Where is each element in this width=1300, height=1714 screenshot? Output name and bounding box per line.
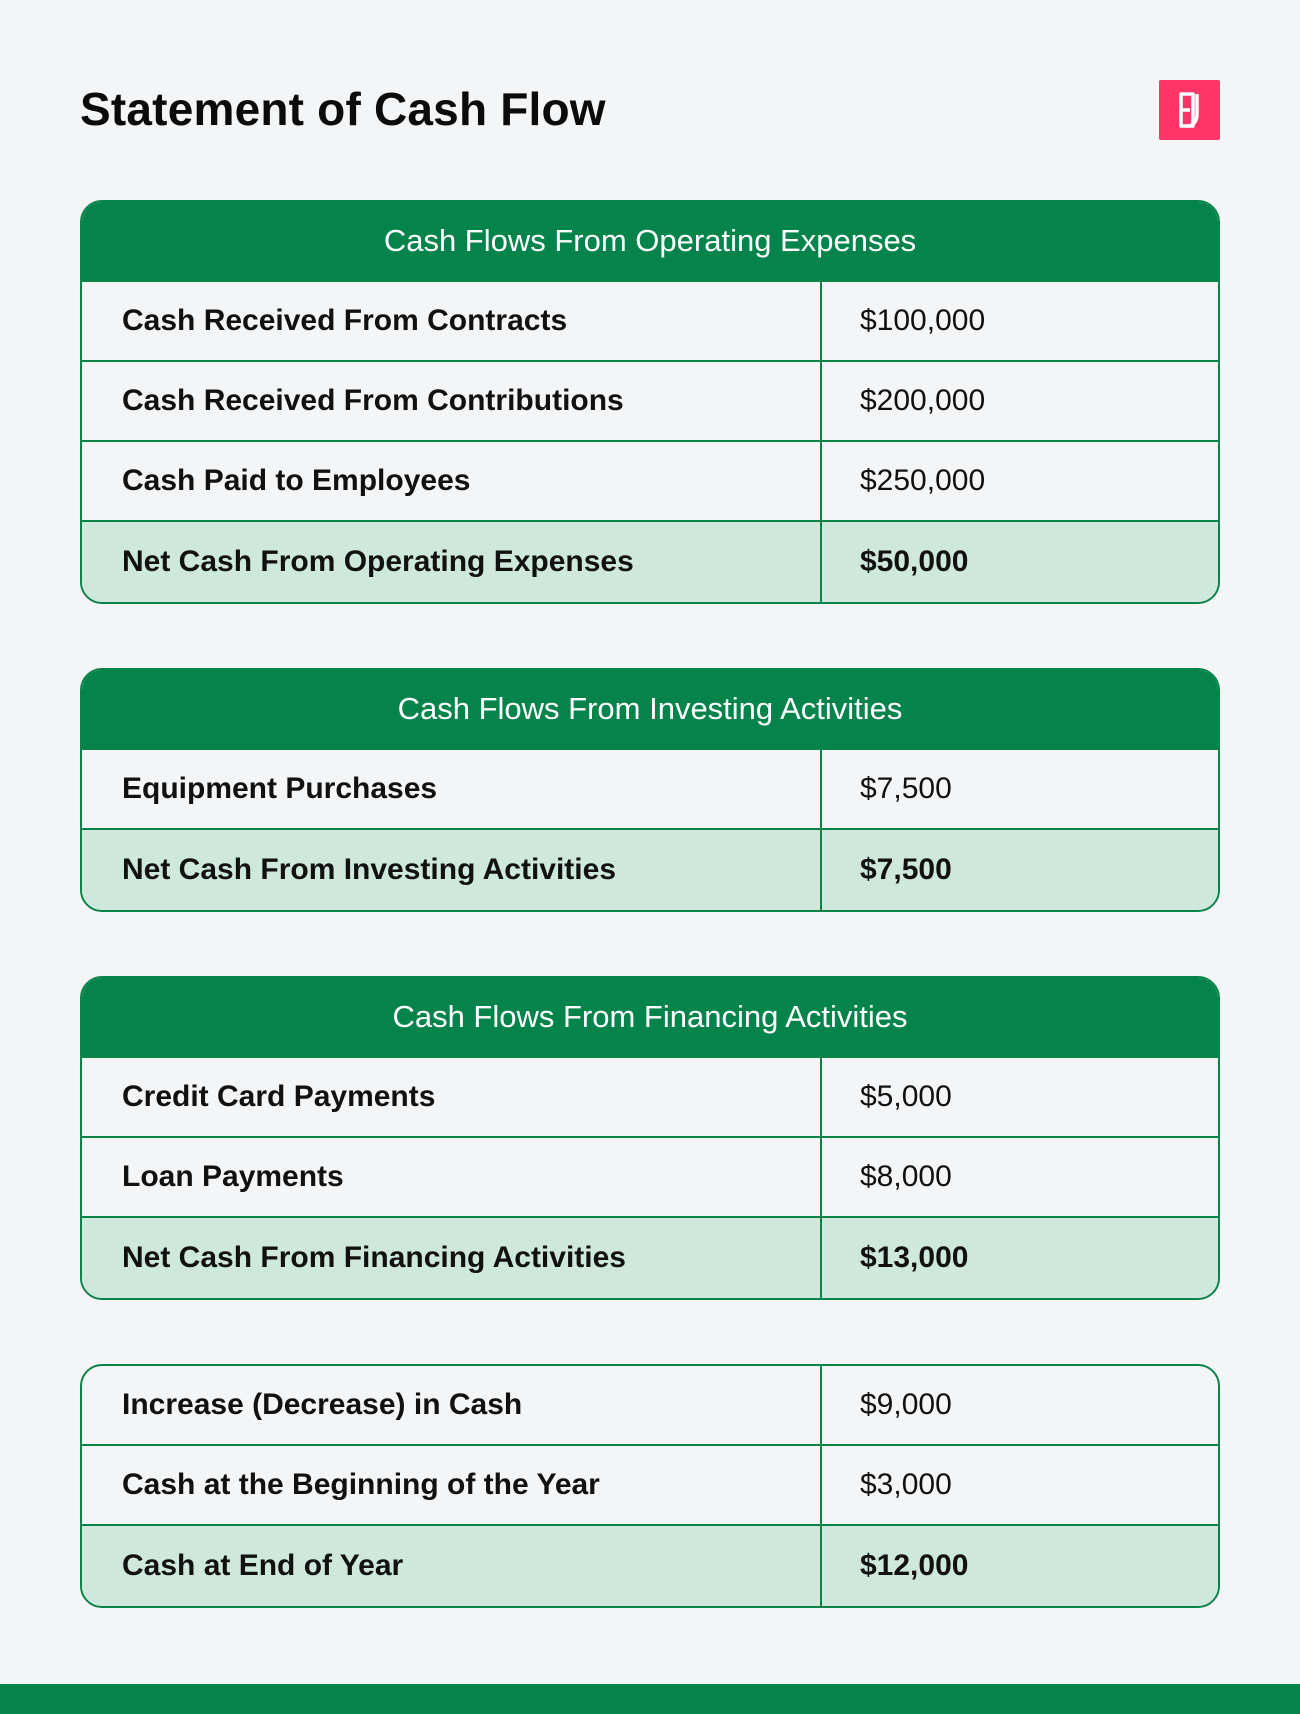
- table-row: [82, 1138, 1218, 1218]
- investing-section: [80, 668, 1220, 912]
- total-value: $12,000: [860, 1549, 969, 1582]
- total-label: Net Cash From Operating Expenses: [82, 522, 822, 602]
- row-value: $200,000: [860, 384, 986, 417]
- row-label: Cash Received From Contracts: [82, 282, 822, 360]
- financing-section: [80, 976, 1220, 1300]
- row-label: Equipment Purchases: [82, 750, 822, 828]
- row-value: $3,000: [860, 1468, 952, 1501]
- row-value: $7,500: [860, 772, 952, 805]
- operating-section: [80, 200, 1220, 604]
- total-label: Net Cash From Financing Activities: [82, 1218, 822, 1298]
- table-row: [82, 362, 1218, 442]
- table-row: [82, 282, 1218, 362]
- total-row: [82, 1526, 1218, 1606]
- total-row: [82, 830, 1218, 910]
- brand-logo-icon: [1159, 80, 1220, 140]
- row-label: Cash at the Beginning of the Year: [82, 1446, 822, 1524]
- table-row: [82, 1446, 1218, 1526]
- total-row: [82, 522, 1218, 602]
- row-label: Credit Card Payments: [82, 1058, 822, 1136]
- section-header: Cash Flows From Operating Expenses: [82, 202, 1218, 282]
- footer-bar: [0, 1684, 1300, 1714]
- page-title: Statement of Cash Flow: [80, 83, 606, 135]
- total-label: Net Cash From Investing Activities: [82, 830, 822, 910]
- summary-section: [80, 1364, 1220, 1608]
- total-label: Cash at End of Year: [82, 1526, 822, 1606]
- section-header: Cash Flows From Investing Activities: [82, 670, 1218, 750]
- row-value: $9,000: [860, 1388, 952, 1421]
- total-value: $13,000: [860, 1241, 969, 1274]
- table-row: [82, 750, 1218, 830]
- row-value: $8,000: [860, 1160, 952, 1193]
- table-row: [82, 1366, 1218, 1446]
- row-value: $100,000: [860, 304, 986, 337]
- row-label: Loan Payments: [82, 1138, 822, 1216]
- row-label: Cash Paid to Employees: [82, 442, 822, 520]
- total-value: $50,000: [860, 545, 969, 578]
- row-label: Cash Received From Contributions: [82, 362, 822, 440]
- section-header: Cash Flows From Financing Activities: [82, 978, 1218, 1058]
- row-label: Increase (Decrease) in Cash: [82, 1366, 822, 1444]
- table-row: [82, 1058, 1218, 1138]
- row-value: $5,000: [860, 1080, 952, 1113]
- total-value: $7,500: [860, 853, 952, 886]
- row-value: $250,000: [860, 464, 986, 497]
- total-row: [82, 1218, 1218, 1298]
- table-row: [82, 442, 1218, 522]
